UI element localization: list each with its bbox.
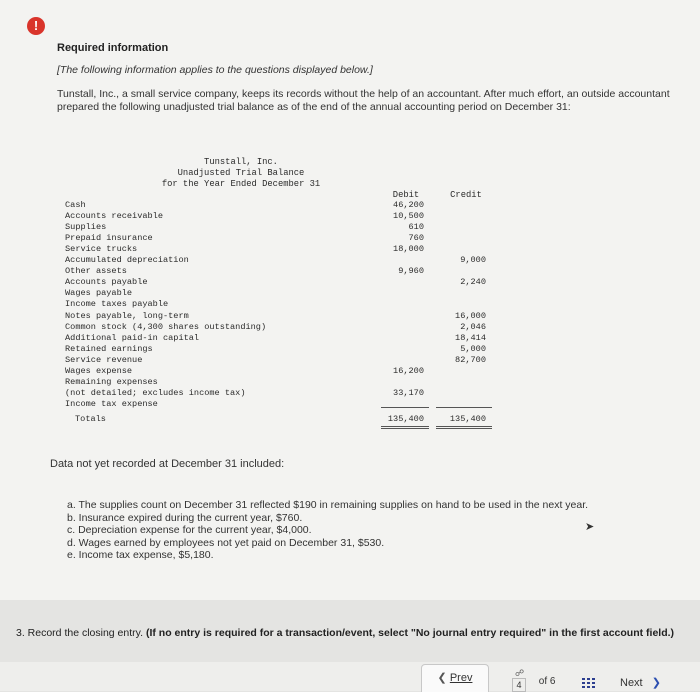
tb-rule-credit-bottom2 xyxy=(436,428,492,429)
current-page-number[interactable]: 4 xyxy=(512,678,526,692)
tb-account-label: Totals xyxy=(75,414,106,424)
tb-debit-value: 610 xyxy=(408,222,424,233)
tb-credit-value: 5,000 xyxy=(460,343,486,354)
tb-account-label: Common stock (4,300 shares outstanding) xyxy=(65,321,267,332)
tb-account-label: Wages payable xyxy=(65,288,133,299)
tb-credit-value: 16,000 xyxy=(455,310,486,321)
next-label: Next xyxy=(620,677,643,689)
tb-account-label: Other assets xyxy=(65,266,127,277)
link-icon: ☍ xyxy=(515,668,525,678)
adjustment-item: a. The supplies count on December 31 reflected $190 in remaining supplies on hand to be used in the next year. xyxy=(67,499,589,511)
intro-paragraph: Tunstall, Inc., a small service company, keeps its records without the help of an accountant. After much effort, an outside accountant prepared the following unadjusted trial balance as of the end of the annual accounting period on December 31: xyxy=(57,88,670,113)
tb-debit-value: 9,960 xyxy=(398,266,424,277)
tb-account-label: Prepaid insurance xyxy=(65,233,153,244)
tb-credit-value: 2,240 xyxy=(460,277,486,288)
chevron-left-icon: ❮ xyxy=(437,672,447,684)
adjustment-item: c. Depreciation expense for the current year, $4,000. xyxy=(67,524,312,536)
tb-account-label: Additional paid-in capital xyxy=(65,332,200,343)
tb-credit-value: 18,414 xyxy=(455,332,486,343)
page-of-label: of 6 xyxy=(538,676,556,687)
tb-account-label: Remaining expenses xyxy=(65,376,158,387)
adjustment-item: e. Income tax expense, $5,180. xyxy=(67,549,214,561)
adjustment-list xyxy=(67,499,588,562)
alert-icon: ! xyxy=(27,17,45,35)
tb-account-label: Service trucks xyxy=(65,244,138,255)
tb-debit-value: 33,170 xyxy=(393,387,424,398)
tb-credit-header: Credit xyxy=(450,190,482,200)
tb-account-label: Retained earnings xyxy=(65,343,153,354)
tb-debit-value: 135,400 xyxy=(387,414,424,424)
tb-debit-value: 10,500 xyxy=(393,211,424,222)
tb-account-label: Accounts payable xyxy=(65,277,148,288)
tb-debit-value: 760 xyxy=(408,233,424,244)
tb-credit-value: 135,400 xyxy=(449,414,486,424)
adjustment-item: b. Insurance expired during the current year, $760. xyxy=(67,511,303,524)
tb-rule-debit-bottom2 xyxy=(381,428,429,429)
tb-account-label: Service revenue xyxy=(65,354,143,365)
tb-title-company: Tunstall, Inc. xyxy=(204,157,278,167)
info-note: [The following information applies to the questions displayed below.] xyxy=(57,64,373,76)
tb-rule-debit-top xyxy=(381,407,429,408)
tb-rule-credit-bottom xyxy=(436,426,492,427)
prev-label: Prev xyxy=(449,672,473,684)
tb-rule-credit-top xyxy=(436,407,492,408)
question-prompt xyxy=(16,627,700,640)
tb-account-label: Cash xyxy=(65,200,86,210)
tb-account-label: Income taxes payable xyxy=(65,299,169,310)
tb-account-label: Notes payable, long-term xyxy=(65,310,189,321)
adjustment-item: d. Wages earned by employees not yet paid on December 31, $530. xyxy=(67,536,385,549)
tb-account-label: Supplies xyxy=(65,222,107,233)
tb-title-name: Unadjusted Trial Balance xyxy=(177,168,305,178)
mouse-cursor-icon: ➤ xyxy=(585,521,595,533)
tb-account-label: (not detailed; excludes income tax) xyxy=(65,387,246,398)
trial-balance xyxy=(56,152,494,434)
tb-account-label: Wages expense xyxy=(65,365,133,376)
question-text: 3. Record the closing entry. xyxy=(16,627,144,639)
question-instruction: (If no entry is required for a transaction/event, select "No journal entry required" in the first account field.) xyxy=(145,627,675,639)
tb-debit-value: 46,200 xyxy=(393,200,424,210)
tb-account-label: Accumulated depreciation xyxy=(65,255,189,266)
tb-account-label: Accounts receivable xyxy=(65,211,163,222)
tb-title-period: for the Year Ended December 31 xyxy=(161,179,321,189)
tb-credit-value: 82,700 xyxy=(455,354,486,365)
tb-debit-value: 16,200 xyxy=(393,365,424,376)
chevron-right-icon: ❯ xyxy=(651,677,661,689)
tb-credit-value: 2,046 xyxy=(460,321,486,332)
tb-credit-value: 9,000 xyxy=(460,255,486,266)
additional-data-heading: Data not yet recorded at December 31 included: xyxy=(50,458,285,470)
tb-debit-header: Debit xyxy=(392,190,420,200)
tb-account-label: Income tax expense xyxy=(65,398,158,409)
grid-icon[interactable] xyxy=(582,678,596,688)
next-button[interactable] xyxy=(620,676,661,689)
tb-debit-value: 18,000 xyxy=(393,244,424,255)
required-info-title: Required information xyxy=(57,42,169,54)
prev-button[interactable] xyxy=(421,664,489,692)
page-indicator[interactable] xyxy=(512,674,555,688)
tb-rule-debit-bottom xyxy=(381,426,429,427)
